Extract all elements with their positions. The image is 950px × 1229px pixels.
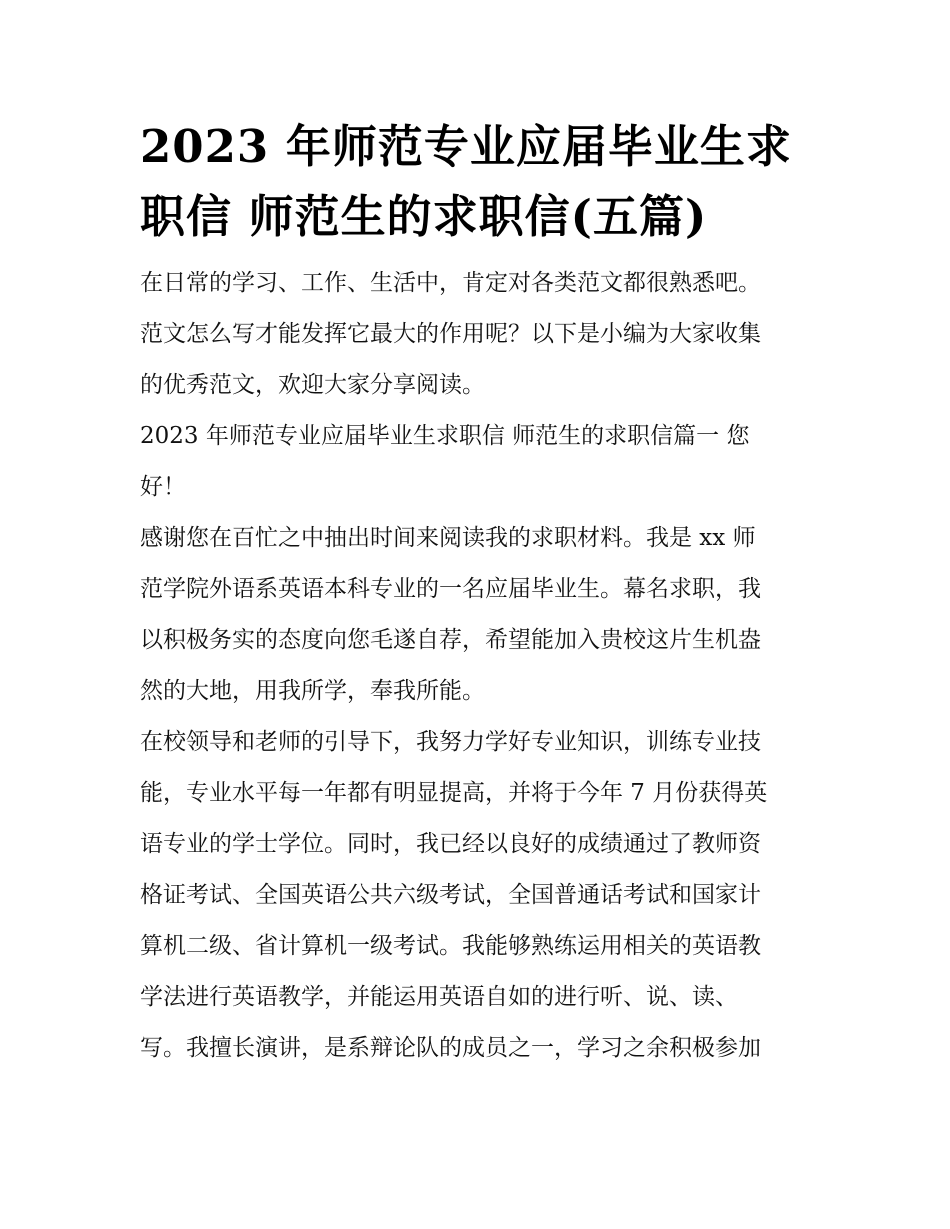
body-line: 语专业的学士学位。同时，我已经以良好的成绩通过了教师资	[140, 831, 761, 857]
body-line: 格证考试、全国英语公共六级考试，全国普通话考试和国家计	[140, 882, 761, 908]
title-line: 职信 师范生的求职信(五篇)	[140, 190, 708, 243]
body-line: 学法进行英语教学，并能运用英语自如的进行听、说、读、	[140, 984, 738, 1010]
body-line: 在校领导和老师的引导下，我努力学好专业知识，训练专业技	[140, 729, 761, 755]
body-line: 写。我擅长演讲，是系辩论队的成员之一，学习之余积极参加	[140, 1035, 761, 1061]
body-line: 算机二级、省计算机一级考试。我能够熟练运用相关的英语教	[140, 933, 761, 959]
body-line: 能，专业水平每一年都有明显提高，并将于今年 7 月份获得英	[140, 780, 768, 806]
title-line: 2023 年师范专业应届毕业生求	[140, 120, 792, 173]
body-line: 感谢您在百忙之中抽出时间来阅读我的求职材料。我是 xx 师	[140, 525, 756, 551]
document-page	[140, 112, 812, 1074]
body-line: 范学院外语系英语本科专业的一名应届毕业生。幕名求职，我	[140, 576, 761, 602]
document-title	[140, 112, 812, 252]
body-line: 2023 年师范专业应届毕业生求职信 师范生的求职信篇一 您	[140, 423, 750, 449]
body-line: 好！	[140, 474, 186, 500]
body-line: 然的大地，用我所学，奉我所能。	[140, 678, 485, 704]
body-line: 的优秀范文，欢迎大家分享阅读。	[140, 372, 485, 398]
body-line: 在日常的学习、工作、生活中，肯定对各类范文都很熟悉吧。	[140, 270, 761, 296]
body-line: 以积极务实的态度向您毛遂自荐，希望能加入贵校这片生机盎	[140, 627, 761, 653]
document-body	[140, 258, 812, 1074]
body-line: 范文怎么写才能发挥它最大的作用呢？以下是小编为大家收集	[140, 321, 761, 347]
